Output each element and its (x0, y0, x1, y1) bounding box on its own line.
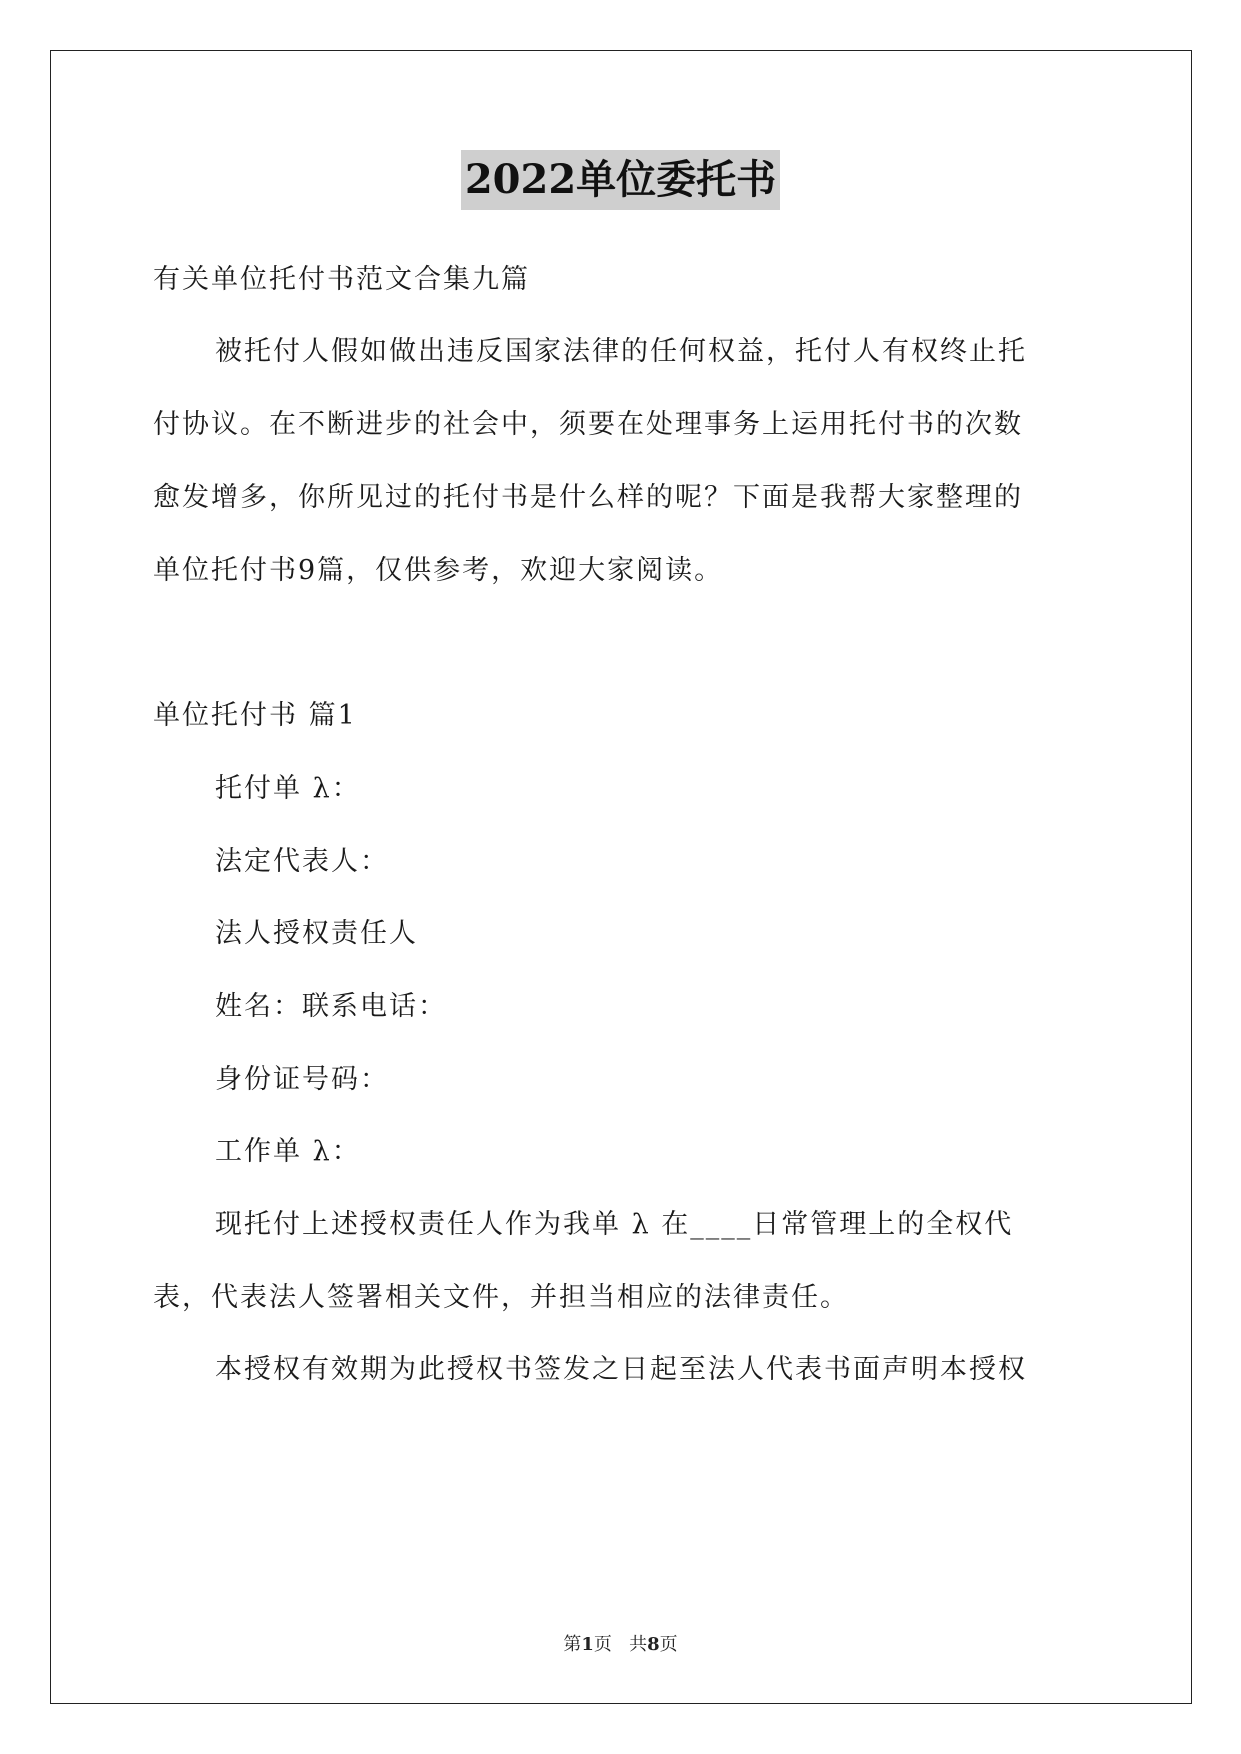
field-line: 身份证号码： (215, 1064, 389, 1095)
total-page-count: 8 (647, 1634, 660, 1655)
document-subtitle: 有关单位托付书范文合集九篇 (153, 264, 530, 295)
footer-prefix: 第 (563, 1634, 582, 1655)
body-line: 表，代表法人签署相关文件，并担当相应的法律责任。 (153, 1282, 849, 1313)
field-line: 托付单 λ： (215, 773, 361, 804)
document-title: 2022单位委托书 (461, 150, 780, 210)
intro-line: 愈发增多，你所见过的托付书是什么样的呢？下面是我帮大家整理的 (153, 482, 1023, 513)
intro-line: 单位托付书9篇，仅供参考，欢迎大家阅读。 (153, 555, 724, 586)
footer-middle: 页 共 (593, 1634, 648, 1655)
intro-line: 被托付人假如做出违反国家法律的任何权益，托付人有权终止托 (215, 336, 1027, 367)
footer-suffix: 页 (659, 1634, 678, 1655)
field-line: 工作单 λ： (215, 1136, 361, 1167)
page-footer (0, 1630, 1241, 1656)
intro-line: 付协议。在不断进步的社会中，须要在处理事务上运用托付书的次数 (153, 409, 1023, 440)
body-line: 现托付上述授权责任人作为我单 λ 在____日常管理上的全权代 (215, 1209, 1014, 1240)
body-line: 本授权有效期为此授权书签发之日起至法人代表书面声明本授权 (215, 1354, 1027, 1385)
field-line: 法人授权责任人 (215, 918, 418, 949)
current-page-number: 1 (581, 1634, 594, 1655)
field-line: 法定代表人： (215, 846, 389, 877)
title-container (0, 150, 1241, 210)
field-line: 姓名：联系电话： (215, 991, 447, 1022)
section-heading: 单位托付书 篇1 (153, 700, 357, 731)
